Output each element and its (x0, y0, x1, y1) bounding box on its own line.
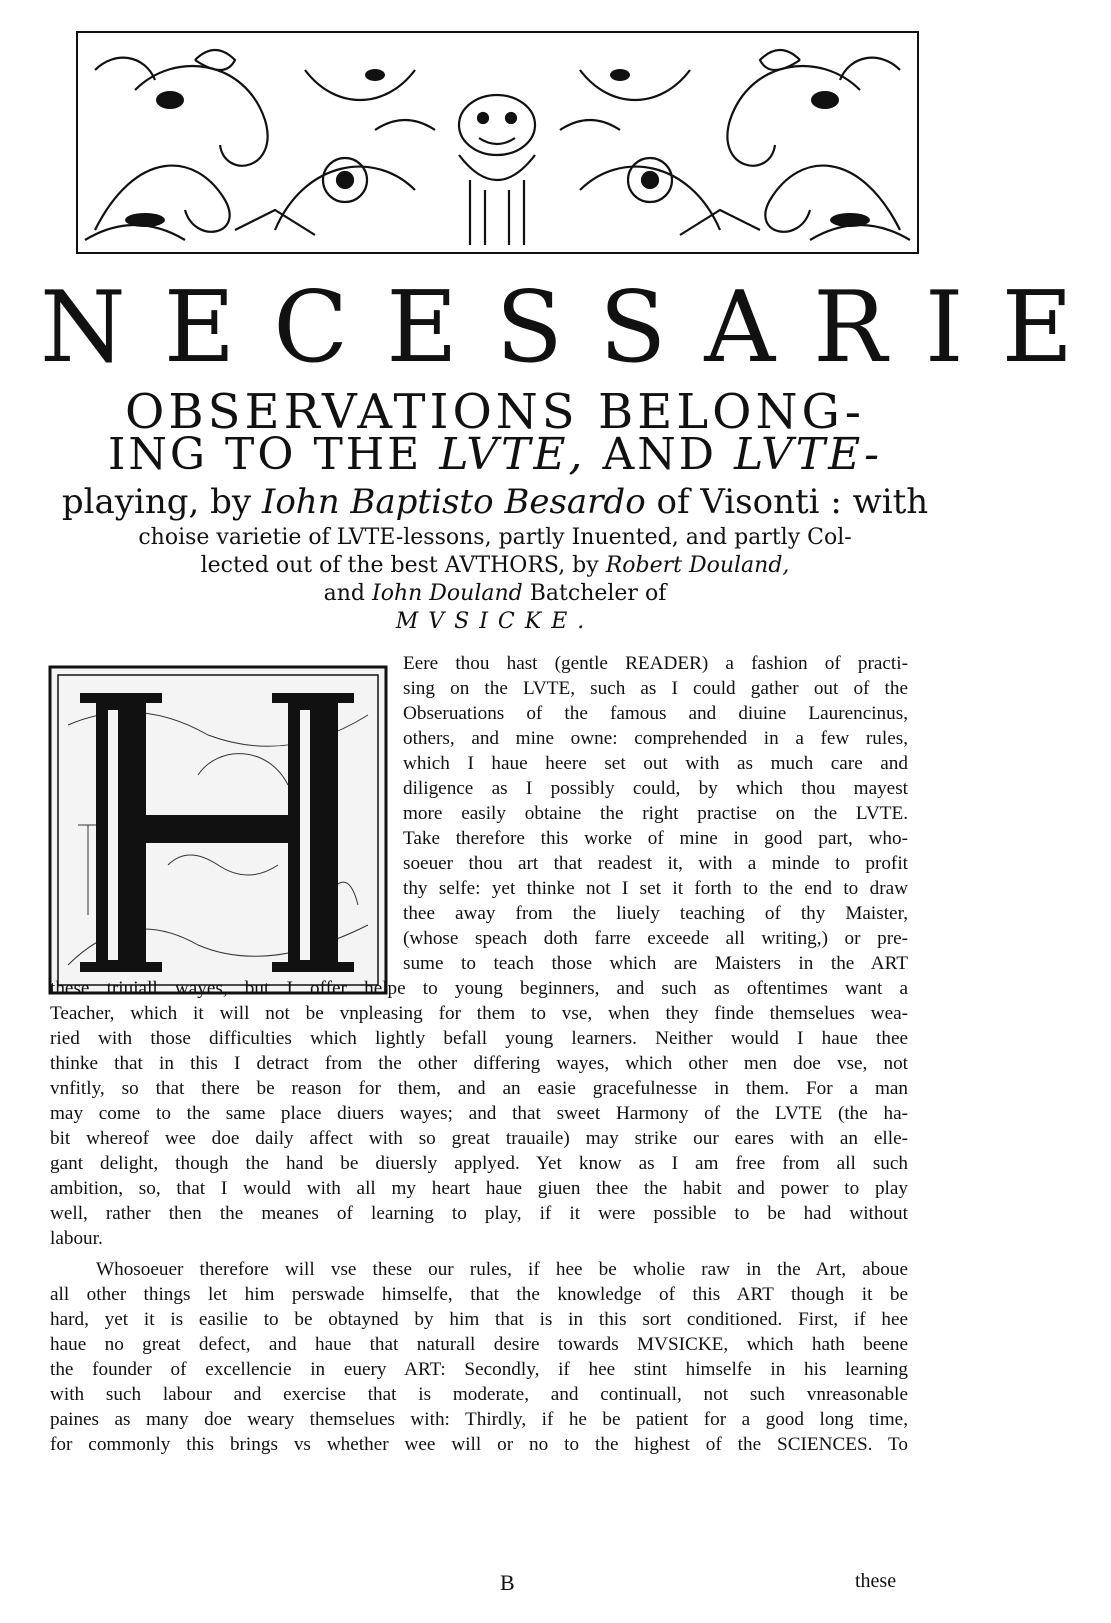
signature-mark: B (500, 1570, 515, 1595)
body-line: Teacher, which it will not be vnpleasing for them to vse, when they finde themselues wea- (50, 1003, 908, 1024)
body-line: soeuer thou art that readest it, with a minde to profit (403, 853, 908, 874)
title-line6 (40, 552, 950, 580)
body-line: Take therefore this worke of mine in good part, who- (403, 828, 908, 849)
body-line: paines as many doe weary themselues with: Thirdly, if he be patient for a good long time, (50, 1409, 908, 1430)
decorated-initial-h-icon (48, 665, 388, 995)
body-line: Eere thou hast (gentle READER) a fashion of practi- (403, 653, 908, 674)
title-line4-a: playing, by (61, 482, 262, 522)
body-line: diligence as I possibly could, by which thou mayest (403, 778, 908, 799)
body-line: sing on the LVTE, such as I could gather out of the (403, 678, 908, 699)
body-line: hard, yet it is easilie to be obtayned by him that is in this sort conditioned. First, if hee (50, 1309, 908, 1330)
body-line: vnfitly, so that there be reason for them, and an easie gracefulnesse in them. For a man (50, 1078, 908, 1099)
body-line: thinke that in this I detract from the other differing wayes, which other men doe vse, not (50, 1053, 908, 1074)
title-line7-a: and (323, 581, 373, 606)
body-line: (whose speach doth farre exceede all writing,) or pre- (403, 928, 908, 949)
title-observations: OBSERVATIONS BELONG- (125, 384, 865, 440)
title-author-line (40, 482, 950, 522)
body-line: more easily obtaine the right practise on the LVTE. (403, 803, 908, 824)
body-line: sume to teach those which are Maisters in the ART (403, 953, 908, 974)
title-musicke: MVSICKE. (395, 609, 595, 634)
title-line4-c: of Visonti : with (645, 482, 929, 522)
body-line: all other things let him perswade himselfe, that the knowledge of this ART though it be (50, 1284, 908, 1305)
body-line: thy selfe: yet thinke not I set it forth to the end to draw (403, 878, 908, 899)
body-line: haue no great defect, and haue that naturall desire towards MVSICKE, which hath beene (50, 1334, 908, 1355)
body-line: labour. (50, 1228, 103, 1249)
body-line: these triuiall wayes, but I offer helpe to young beginners, and such as oftentimes want a (50, 978, 908, 999)
ornamental-headpiece-icon (75, 30, 920, 255)
body-line: for commonly this brings vs whether wee will or no to the highest of the SCIENCES. To (50, 1434, 908, 1455)
body-line: ried with those difficulties which lightly befall young learners. Neither would I haue thee (50, 1028, 908, 1049)
title-line6-a: lected out of the best AVTHORS, by (200, 553, 606, 578)
body-line: ambition, so, that I would with all my heart haue giuen thee the habit and power to play (50, 1178, 908, 1199)
title-line3-a: ING TO THE (108, 429, 440, 480)
body-line: Obseruations of the famous and diuine Laurencinus, (403, 703, 908, 724)
body-line: gant delight, though the hand be diuersly applyed. Yet know as I am free from all such (50, 1153, 908, 1174)
body-line: which I haue heere set out with as much care and (403, 753, 908, 774)
catchword: these (855, 1570, 897, 1592)
body-line: the founder of excellencie in euery ART: Secondly, if hee stint himselfe in his learning (50, 1359, 908, 1380)
body-line: Whosoeuer therefore will vse these our rules, if hee be wholie raw in the Art, aboue (96, 1259, 908, 1280)
title-line6-b: Robert Douland, (605, 553, 790, 578)
body-line: bit whereof wee doe daily affect with so great trauaile) may strike our eares with an elle- (50, 1128, 908, 1149)
title-line3-c: AND (585, 429, 735, 480)
body-line: well, rather then the meanes of learning to play, if it were possible to be had without (50, 1203, 908, 1224)
title-line3-d: LVTE- (734, 429, 882, 480)
body-line: thee away from the liuely teaching of thy Maister, (403, 903, 908, 924)
title-line7-c: Batcheler of (522, 581, 667, 606)
title-line3-b: LVTE, (439, 429, 586, 480)
body-line: others, and mine owne: comprehended in a few rules, (403, 728, 908, 749)
body-line: with such labour and exercise that is moderate, and continuall, not such vnreasonable (50, 1384, 908, 1405)
title-line7 (40, 580, 950, 608)
title-line4-b: Iohn Baptisto Besardo (261, 482, 646, 522)
body-line: may come to the same place diuers wayes; and that sweet Harmony of the LVTE (the ha- (50, 1103, 908, 1124)
title-necessarie: NECESSARIE (40, 271, 1111, 385)
title-line5: choise varietie of LVTE-lessons, partly Inuented, and partly Col- (138, 525, 852, 550)
title-line7-b: Iohn Douland (372, 581, 523, 606)
title-lute-line (40, 430, 950, 480)
